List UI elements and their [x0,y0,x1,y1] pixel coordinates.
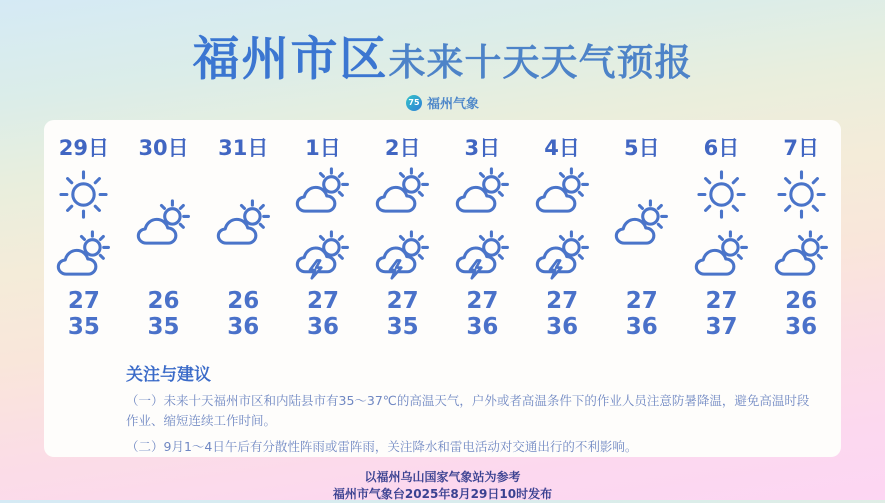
forecast-date: 5日 [623,136,660,160]
advisory-heading: 关注与建议 [126,365,211,385]
temp-high: 35 [67,314,100,340]
agency-badge [406,93,479,112]
forecast-day-column [522,130,602,340]
thunderstorm-icon [454,229,511,286]
title-city: 福州市区 [192,32,389,87]
forecast-date: 6日 [703,136,740,160]
partly-cloudy-icon [773,229,830,286]
partly-cloudy-icon [454,166,511,223]
forecast-icons [135,164,192,288]
temp-high: 36 [466,314,499,340]
temp-low: 27 [306,288,339,314]
sunny-icon [693,166,750,223]
partly-cloudy-icon [613,198,670,255]
footer-issued: 福州市气象台2025年8月29日10时发布 [332,487,553,501]
forecast-date: 2日 [384,136,421,160]
forecast-icons [294,164,351,288]
temp-low: 26 [227,288,260,314]
temp-high: 36 [785,314,818,340]
page-title [193,22,693,89]
forecast-icons [693,164,750,288]
temp-high: 35 [147,314,180,340]
sunny-icon [773,166,830,223]
advisory-item-2: （二）9月1～4日午后有分散性阵雨或雷阵雨，关注降水和雷电活动对交通出行的不利影响。 [126,439,638,454]
temp-low: 26 [147,288,180,314]
forecast-day-column [682,130,762,340]
partly-cloudy-icon [215,198,272,255]
partly-cloudy-icon [534,166,591,223]
thunderstorm-icon [374,229,431,286]
forecast-date: 1日 [305,136,341,160]
forecast-day-column [203,130,283,340]
forecast-icons [374,164,431,288]
forecast-day-column [124,130,204,340]
partly-cloudy-icon [693,229,750,286]
agency-name: 福州气象 [426,97,479,112]
forecast-day-column [443,130,523,340]
temp-high: 35 [386,314,419,340]
forecast-day-column [602,130,682,340]
temp-high: 36 [546,314,579,340]
forecast-day-column [283,130,363,340]
thunderstorm-icon [294,229,351,286]
thunderstorm-icon [534,229,591,286]
temp-low: 27 [67,288,100,314]
temp-low: 27 [386,288,419,314]
advisory-item-1: （一）未来十天福州市区和内陆县市有35～37℃的高温天气，户外或者高温条件下的作业人员注意防暑降温，避免高温时段作业、缩短连续工作时间。 [126,393,810,428]
temp-low: 27 [625,288,658,314]
forecast-date: 29日 [58,136,109,160]
forecast-date: 30日 [138,136,189,160]
temp-high: 36 [306,314,339,340]
forecast-date: 3日 [464,136,501,160]
forecast-grid [44,130,841,340]
partly-cloudy-icon [294,166,351,223]
temp-high: 37 [705,314,738,340]
temp-low: 27 [466,288,499,314]
advisory-section [44,360,841,457]
temp-low: 27 [705,288,738,314]
sunny-icon [55,166,112,223]
forecast-date: 7日 [783,136,819,160]
partly-cloudy-icon [55,229,112,286]
partly-cloudy-icon [135,198,192,255]
forecast-icons [454,164,511,288]
footer [333,469,552,503]
title-subtitle: 未来十天天气预报 [388,41,693,84]
forecast-date: 31日 [218,136,269,160]
forecast-day-column [44,130,124,340]
forecast-day-column [363,130,443,340]
temp-low: 26 [785,288,818,314]
agency-logo-icon: 75 [406,95,422,111]
forecast-icons [613,164,670,288]
forecast-icons [215,164,272,288]
forecast-icons [534,164,591,288]
forecast-day-column [761,130,841,340]
temp-high: 36 [625,314,658,340]
footer-reference: 以福州乌山国家气象站为参考 [364,470,521,484]
forecast-icons [55,164,112,288]
forecast-card [44,120,841,457]
temp-high: 36 [227,314,260,340]
forecast-icons [773,164,830,288]
temp-low: 27 [546,288,579,314]
forecast-date: 4日 [544,136,580,160]
partly-cloudy-icon [374,166,431,223]
